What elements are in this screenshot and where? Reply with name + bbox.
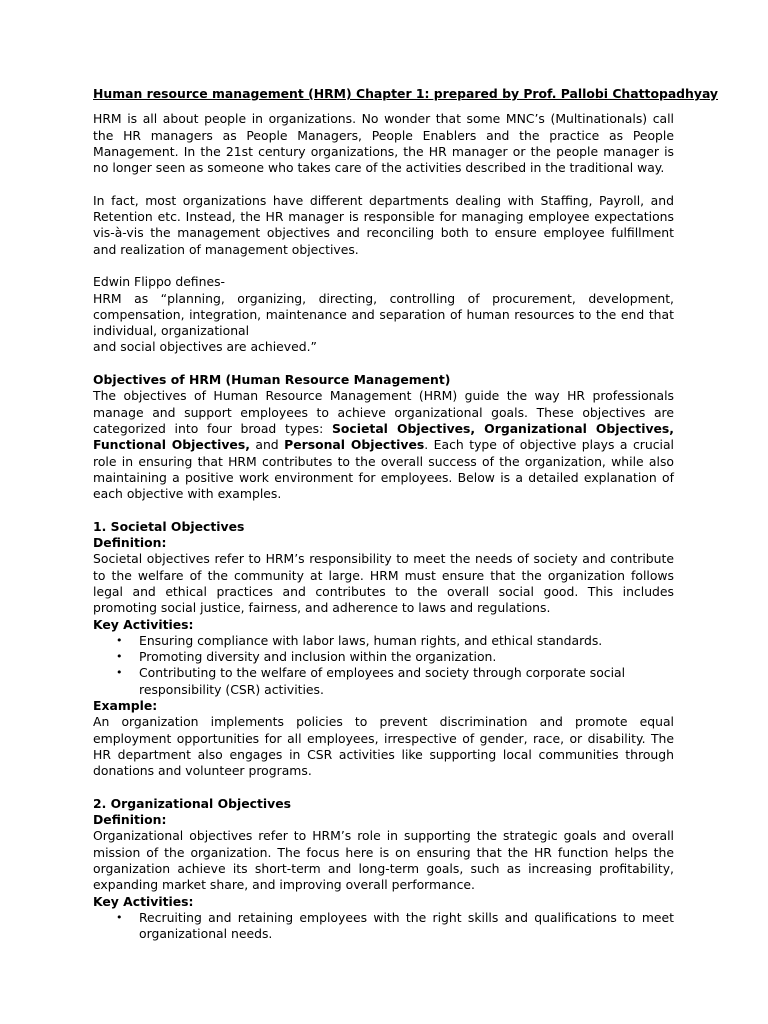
bullet-icon: • [116, 633, 123, 647]
societal-activities-list [93, 633, 674, 698]
document-title: Human resource management (HRM) Chapter 1: prepared by Prof. Pallobi Chattopadhyay [93, 86, 719, 101]
flippo-definition-line-2: and social objectives are achieved.” [93, 339, 317, 355]
objectives-and: and [249, 437, 285, 453]
objectives-text-2: . Each type of objective plays a crucial role in ensuring that HRM contributes to the overall success of the organization, while also maintaining a positive work environment for employees. Below is a detailed explanation of each objective with examples. [93, 437, 674, 502]
list-item-text: Ensuring compliance with labor laws, human rights, and ethical standards. [139, 632, 603, 648]
intro-paragraph-1: HRM is all about people in organizations. No wonder that some MNC’s (Multinationals) call the HR managers as People Managers, People Enablers and the practice as People Management. In the 21st century organizations, the HR manager or the people manager is no longer seen as someone who takes care of the activities described in the traditional way. [93, 111, 674, 176]
objectives-types-1: Societal Objectives, Organizational Objectives, Functional Objectives, [93, 420, 675, 453]
organizational-definition-label: Definition: [93, 812, 167, 828]
flippo-intro: Edwin Flippo defines- [93, 274, 226, 290]
societal-definition: Societal objectives refer to HRM’s responsibility to meet the needs of society and contribute to the welfare of the community at large. HRM must ensure that the organization follows legal and ethical practices and contributes to the overall social good. This includes promoting social justice, fairness, and adherence to laws and regulations. [93, 551, 674, 616]
organizational-heading: 2. Organizational Objectives [93, 795, 292, 811]
organizational-key-activities-label: Key Activities: [93, 893, 194, 909]
bullet-icon: • [116, 650, 123, 664]
intro-paragraph-2: In fact, most organizations have different departments dealing with Staffing, Payroll, and Retention etc. Instead, the HR manager is responsible for managing employee expectations vis-à-vis the management objectives and reconciling both to ensure employee fulfillment and realization of management objectives. [93, 192, 674, 257]
objectives-text-1: The objectives of Human Resource Management (HRM) guide the way HR professionals manage and support employees to achieve organizational goals. These objectives are categorized into four broad types: [93, 388, 674, 436]
objectives-types-2: Personal Objectives [284, 437, 425, 453]
list-item [93, 910, 674, 943]
list-item [93, 633, 674, 649]
list-item [93, 649, 674, 665]
societal-example-label: Example: [93, 697, 158, 713]
list-item-text: Recruiting and retaining employees with the right skills and qualifications to meet organizational needs. [139, 909, 674, 942]
list-item [93, 665, 674, 698]
organizational-definition: Organizational objectives refer to HRM’s role in supporting the strategic goals and overall mission of the organization. The focus here is on ensuring that the HR function helps the organization achieve its short-term and long-term goals, such as increasing profitability, expanding market share, and improving overall performance. [93, 828, 674, 893]
societal-key-activities-label: Key Activities: [93, 616, 194, 632]
societal-example: An organization implements policies to prevent discrimination and promote equal employment opportunities for all employees, irrespective of gender, race, or disability. The HR department also engages in CSR activities like supporting local communities through donations and volunteer programs. [93, 714, 674, 779]
bullet-icon: • [116, 666, 123, 680]
list-item-text: Contributing to the welfare of employees and society through corporate social responsibility (CSR) activities. [139, 665, 626, 697]
objectives-paragraph [93, 388, 674, 502]
bullet-icon: • [116, 910, 123, 924]
societal-heading: 1. Societal Objectives [93, 518, 245, 534]
flippo-definition-line-1: HRM as “planning, organizing, directing, controlling of procurement, development, compensation, integration, maintenance and separation of human resources to the end that individual, organizational [93, 290, 674, 339]
document-page [93, 86, 719, 942]
societal-definition-label: Definition: [93, 535, 167, 551]
organizational-activities-list [93, 910, 674, 943]
objectives-heading: Objectives of HRM (Human Resource Management) [93, 372, 451, 388]
list-item-text: Promoting diversity and inclusion within the organization. [139, 649, 497, 665]
